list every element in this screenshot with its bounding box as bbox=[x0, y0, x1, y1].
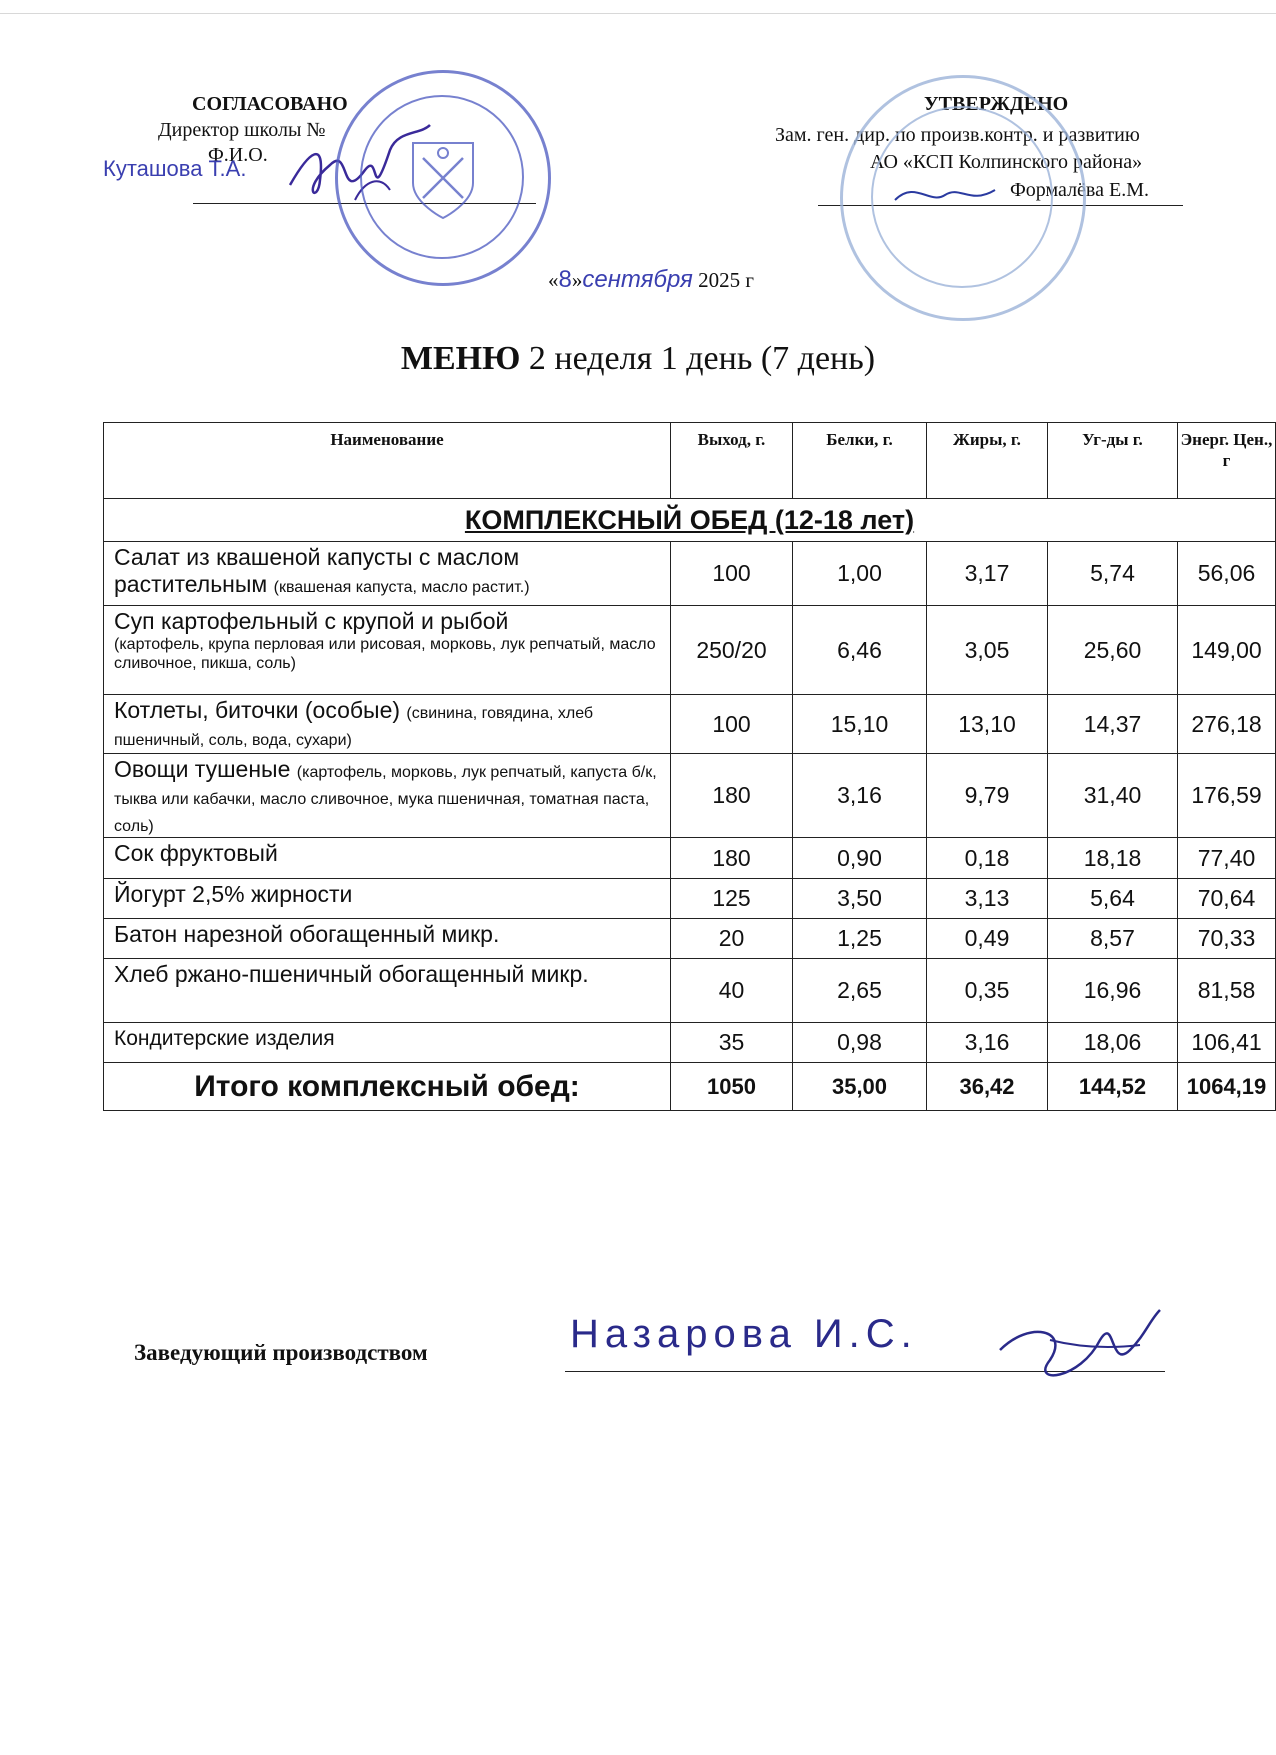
total-fat: 36,42 bbox=[927, 1063, 1048, 1111]
date-year: 2025 г bbox=[698, 268, 754, 292]
row-name bbox=[104, 754, 671, 838]
footer-signature bbox=[990, 1300, 1170, 1400]
title-bold: МЕНЮ bbox=[400, 340, 521, 377]
dish-detail: (картофель, морковь, лук репчатый, капуста б/к, тыква или кабачки, масло сливочное, мука пшеничная, томатная паста, соль) bbox=[114, 764, 657, 835]
row-yield: 250/20 bbox=[671, 606, 793, 695]
header-fat: Жиры, г. bbox=[927, 423, 1048, 499]
dish-detail: (свинина, говядина, хлеб пшеничный, соль, вода, сухари) bbox=[114, 705, 594, 749]
table-row bbox=[104, 542, 1276, 606]
row-energy: 70,64 bbox=[1178, 879, 1276, 919]
date-month: сентября bbox=[582, 266, 693, 293]
row-name: Хлеб ржано-пшеничный обогащенный микр. bbox=[104, 959, 671, 1023]
row-carbs: 8,57 bbox=[1048, 919, 1178, 959]
row-energy: 106,41 bbox=[1178, 1023, 1276, 1063]
header-energy: Энерг. Цен., г bbox=[1178, 423, 1276, 499]
row-energy: 81,58 bbox=[1178, 959, 1276, 1023]
row-carbs: 16,96 bbox=[1048, 959, 1178, 1023]
row-protein: 6,46 bbox=[793, 606, 927, 695]
row-name bbox=[104, 542, 671, 606]
row-fat: 0,18 bbox=[927, 838, 1048, 879]
row-name: Сок фруктовый bbox=[104, 838, 671, 879]
approval-left-handwritten-name: Куташова Т.А. bbox=[103, 156, 247, 181]
total-label: Итого комплексный обед: bbox=[104, 1063, 671, 1111]
row-energy: 149,00 bbox=[1178, 606, 1276, 695]
row-fat: 3,16 bbox=[927, 1023, 1048, 1063]
dish-name: Котлеты, биточки (особые) bbox=[114, 697, 407, 723]
approval-right-line2: АО «КСП Колпинского района» bbox=[870, 151, 1143, 173]
dish-name: Овощи тушеные bbox=[114, 756, 297, 782]
row-carbs: 31,40 bbox=[1048, 754, 1178, 838]
date-line bbox=[548, 268, 754, 292]
title-rest: 2 неделя 1 день (7 день) bbox=[528, 340, 876, 377]
menu-table bbox=[103, 422, 1276, 1111]
row-fat: 0,49 bbox=[927, 919, 1048, 959]
row-protein: 3,16 bbox=[793, 754, 927, 838]
row-energy: 70,33 bbox=[1178, 919, 1276, 959]
row-yield: 125 bbox=[671, 879, 793, 919]
approval-left-title: СОГЛАСОВАНО bbox=[192, 93, 348, 115]
header-protein: Белки, г. bbox=[793, 423, 927, 499]
row-name: Батон нарезной обогащенный микр. bbox=[104, 919, 671, 959]
footer-handwritten-name: Назарова И.С. bbox=[570, 1312, 918, 1356]
total-carbs: 144,52 bbox=[1048, 1063, 1178, 1111]
section-row bbox=[104, 499, 1276, 542]
row-name bbox=[104, 695, 671, 754]
table-row bbox=[104, 838, 1276, 879]
approval-right-title: УТВЕРЖДЕНО bbox=[924, 93, 1069, 115]
table-header-row bbox=[104, 423, 1276, 499]
dish-detail: (картофель, крупа перловая или рисовая, морковь, лук репчатый, масло сливочное, пикша, соль) bbox=[114, 636, 656, 672]
dish-detail: (квашеная капуста, масло растит.) bbox=[273, 579, 530, 596]
school-stamp bbox=[335, 70, 551, 286]
row-yield: 180 bbox=[671, 838, 793, 879]
row-yield: 100 bbox=[671, 695, 793, 754]
row-name: Йогурт 2,5% жирности bbox=[104, 879, 671, 919]
date-open-quote: « bbox=[548, 268, 559, 292]
page-top-border bbox=[0, 13, 1276, 14]
row-yield: 20 bbox=[671, 919, 793, 959]
row-energy: 77,40 bbox=[1178, 838, 1276, 879]
row-protein: 2,65 bbox=[793, 959, 927, 1023]
row-yield: 180 bbox=[671, 754, 793, 838]
row-name: Кондитерские изделия bbox=[104, 1023, 671, 1063]
row-fat: 0,35 bbox=[927, 959, 1048, 1023]
header-carbs: Уг-ды г. bbox=[1048, 423, 1178, 499]
total-protein: 35,00 bbox=[793, 1063, 927, 1111]
table-row bbox=[104, 695, 1276, 754]
row-carbs: 5,74 bbox=[1048, 542, 1178, 606]
row-carbs: 25,60 bbox=[1048, 606, 1178, 695]
row-carbs: 18,06 bbox=[1048, 1023, 1178, 1063]
row-yield: 100 bbox=[671, 542, 793, 606]
row-protein: 0,90 bbox=[793, 838, 927, 879]
row-carbs: 5,64 bbox=[1048, 879, 1178, 919]
row-carbs: 18,18 bbox=[1048, 838, 1178, 879]
table-row bbox=[104, 606, 1276, 695]
date-close-quote: » bbox=[571, 268, 583, 292]
total-energy: 1064,19 bbox=[1178, 1063, 1276, 1111]
row-energy: 276,18 bbox=[1178, 695, 1276, 754]
coat-of-arms-icon bbox=[403, 133, 483, 223]
total-yield: 1050 bbox=[671, 1063, 793, 1111]
page-title bbox=[0, 340, 1276, 378]
approval-left-line2: Ф.И.О. bbox=[208, 144, 268, 166]
row-fat: 3,13 bbox=[927, 879, 1048, 919]
row-name bbox=[104, 606, 671, 695]
row-energy: 176,59 bbox=[1178, 754, 1276, 838]
row-yield: 40 bbox=[671, 959, 793, 1023]
approval-left-line1: Директор школы № bbox=[158, 119, 326, 141]
table-row bbox=[104, 754, 1276, 838]
row-energy: 56,06 bbox=[1178, 542, 1276, 606]
table-row bbox=[104, 1023, 1276, 1063]
dish-name: Суп картофельный с крупой и рыбой bbox=[114, 608, 509, 634]
row-yield: 35 bbox=[671, 1023, 793, 1063]
row-protein: 3,50 bbox=[793, 879, 927, 919]
row-fat: 3,17 bbox=[927, 542, 1048, 606]
row-protein: 1,25 bbox=[793, 919, 927, 959]
approval-right-line1: Зам. ген. дир. по произв.контр. и развитию bbox=[775, 124, 1140, 146]
row-protein: 15,10 bbox=[793, 695, 927, 754]
row-protein: 0,98 bbox=[793, 1023, 927, 1063]
row-carbs: 14,37 bbox=[1048, 695, 1178, 754]
header-name: Наименование bbox=[104, 423, 671, 499]
company-stamp bbox=[840, 75, 1086, 321]
approval-right-line3: Формалёва Е.М. bbox=[1010, 179, 1149, 201]
table-row bbox=[104, 959, 1276, 1023]
section-title: КОМПЛЕКСНЫЙ ОБЕД (12-18 лет) bbox=[104, 499, 1276, 542]
header-yield: Выход, г. bbox=[671, 423, 793, 499]
row-protein: 1,00 bbox=[793, 542, 927, 606]
date-day: 8 bbox=[558, 266, 572, 293]
footer-label: Заведующий производством bbox=[134, 1340, 428, 1365]
row-fat: 9,79 bbox=[927, 754, 1048, 838]
row-fat: 13,10 bbox=[927, 695, 1048, 754]
table-row bbox=[104, 919, 1276, 959]
table-row bbox=[104, 879, 1276, 919]
row-fat: 3,05 bbox=[927, 606, 1048, 695]
total-row bbox=[104, 1063, 1276, 1111]
dish-name: Салат из квашеной капусты с маслом растительным bbox=[114, 544, 520, 597]
